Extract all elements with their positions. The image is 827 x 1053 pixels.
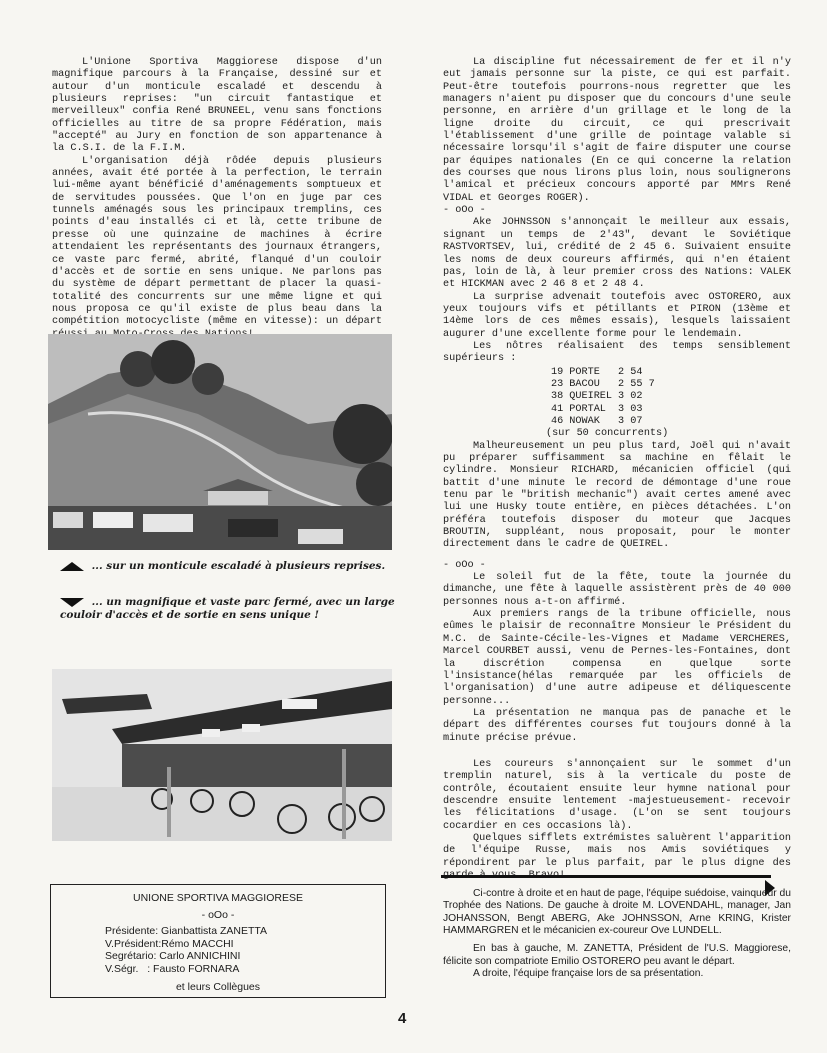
caption-top [60, 560, 400, 573]
rider-name: QUEIREL [569, 391, 613, 403]
rider-number: 23 [551, 378, 564, 390]
right-paragraph-1: La discipline fut nécessairement de fer et il n'y eut jamais personne sur la piste, ce qui est parfait. Peut-être toutefois pourrons-nous regretter que les managers n'aient pu disposer que du concours d'une seule personne, en arrière d'un grillage et le long de la ligne droite du circuit, ce qui prescrivait l'établissement d'une grille de pointage valable si nécessaire lorsqu'il s'agit de faire disputer une course par équipes nationales (En ce qui concerne la relation des courses que nous lirons plus loin, nous soulignerons l'amical et précieux concours apporté par MMrs René VIDAL et Georges ROGER). [443, 57, 791, 204]
right-paragraph-8: La présentation ne manqua pas de panache et le départ des différentes courses fut toujours donné à la minute précise prévue. [443, 707, 791, 744]
rider-number: 38 [551, 391, 564, 403]
rider-time: 3 03 [618, 403, 643, 415]
photo-paddock-illustration [52, 669, 392, 841]
left-paragraph-2: L'organisation déjà rôdée depuis plusieurs années, avait été portée à la perfection, le terrain lui-même ayant bénéficié d'aménagements somptueux et de servitudes poussées. Que l'on en juge par ces tunnels aménagés sous les principaux tremplins, ces points d'eau installés ci et là, cette tribune de presse où une quinzaine de machines à écrire attendaient les représentants des journaux étrangers, ce vaste parc fermé, abrité, flanqué d'un couloir d'accès et de sortie en sens unique. Ne parlons pas du système de départ permettant de placer la quasi-totalité des concurrents sur une même ligne et qui nous proposa ce qu'il existe de plus beau dans la compétition motocycliste (même en vitesse): un départ [52, 155, 382, 328]
rider-name: PORTE [569, 366, 600, 378]
club-vice-president: V.Président:Rémo MACCHI [105, 937, 234, 950]
club-vice-secretary: V.Ségr. : Fausto FORNARA [105, 962, 240, 975]
times-note: (sur 50 concurrents) [546, 428, 669, 440]
arrow-down-icon [60, 598, 84, 607]
table-row [551, 379, 661, 391]
right-paragraph-3: La surprise advenait toutefois avec OSTORERO, aux yeux toujours vifs et pétillants et PIRON (13ème et 14ème lors de ces mêmes essais), lesquels laissaient augurer d'une excellente forme pour le lendemain. [443, 291, 791, 340]
photo-caption-3: A droite, l'équipe française lors de sa présentation. [473, 968, 704, 980]
rider-number: 46 [551, 415, 564, 427]
right-paragraph-7: Aux premiers rangs de la tribune officielle, nous eûmes le plaisir de reconnaître Monsieur le Président du M.C. de Sainte-Cécile-les-Vignes et Madame VERCHERES, Marcel COURBET aussi, venu de Pernes-les-Fontaines, dont la discrétion compensa en quelque sorte l'insistance(hélas remarquée par les officiels de l'organisation) d'une autre adipeuse et déliquescente personne... [443, 609, 791, 707]
right-paragraph-2: Ake JOHNSSON s'annonçait le meilleur aux essais, signant un temps de 2'43", devant le Soviétique RASTVORTSEV, lui, crédité de 2 45 6. Suivaient ensuite les noms de deux coureurs affirmés, qui n'en étaient pas, loin de là, à leur premier cross des Nations: VALEK et HICKMAN avec 2 46 8 et 2 48 4. [443, 217, 791, 291]
right-paragraph-6: Le soleil fut de la fête, toute la journée du dimanche, une fête à laquelle assistèrent près de 40 000 personnes nous a-t-on affirmé. [443, 572, 791, 608]
right-paragraph-5: Malheureusement un peu plus tard, Joël qui n'avait pu préparer suffisamment sa machine en fêlait le cylindre. Monsieur RICHARD, mécanicien officiel (qui battit d'une minute le record de démontage d'une roue tenu par le "british mechanic") avait certes amené avec lui une Husky toute entière, en pièces détachées. L'on préféra toutefois disposer du moteur que Jacques BROUTIN, suppléant, nous proposait, pour le monter directement dans le cadre de QUEIREL. [443, 440, 791, 551]
rider-name: PORTAL [569, 403, 606, 415]
right-paragraph-9: Les coureurs s'annonçaient sur le sommet d'un tremplin naturel, sis à la verticale du poste de contrôle, écoutaient ensuite leur hymne national pour descendre ensuite lentement -majestueusement- recevoir les félicitations d'usage. (L'on se sent toujours cocardier en ces occasions là). [443, 758, 791, 832]
rider-time: 2 54 [618, 366, 643, 378]
photo-caption-2: En bas à gauche, M. ZANETTA, Président de l'U.S. Maggiorese, félicite son compatriote Emilio OSTORERO peu avant le départ. [443, 943, 791, 967]
photo-caption-1: Ci-contre à droite et en haut de page, l'équipe suédoise, vainqueur du Trophée des Nations. De gauche à droite M. LOVENDAHL, manager, Jan JOHANSSON, Bengt ABERG, Ake JOHNSSON, Arne KRING, Krister HAMMARGREN et le mécanicien ex-coureur Ove LUNDELL. [443, 888, 791, 937]
club-officers-box [50, 884, 386, 998]
rider-time: 3 07 [618, 415, 643, 427]
separator-2: - oOo - [443, 559, 486, 571]
rider-name: NOWAK [569, 415, 600, 427]
page-number: 4 [398, 1010, 407, 1027]
table-row [551, 367, 661, 379]
club-separator: - oOo - [201, 908, 235, 921]
right-paragraph-10: Quelques sifflets extrémistes saluèrent l'apparition de l'équipe Russe, mais nos Amis soviétiques y répondirent par le plus parfait, par le plus digne des [443, 832, 791, 869]
rider-name: BACOU [569, 378, 600, 390]
photo-hillside-illustration [48, 334, 392, 550]
rider-time: 2 55 7 [618, 378, 655, 390]
table-row [551, 416, 661, 428]
rider-number: 19 [551, 366, 564, 378]
section-divider [441, 875, 771, 878]
club-president: Présidente: Gianbattista ZANETTA [105, 925, 268, 937]
club-closing: et leurs Collègues [175, 981, 261, 993]
photo-credits-block [443, 888, 791, 980]
separator-1: - oOo - [443, 205, 486, 217]
photo-hillside-circuit [48, 334, 392, 550]
right-paragraph-4: Les nôtres réalisaient des temps sensiblement supérieurs : [443, 340, 791, 365]
caption-top-text: ... sur un monticule escaladé à plusieurs reprises. [91, 560, 386, 572]
table-row [551, 391, 661, 403]
photo-paddock [52, 669, 392, 841]
club-secretary: Segrétario: Carlo ANNICHINI [105, 950, 241, 962]
club-officers-list [105, 925, 385, 975]
rider-time: 3 02 [618, 391, 643, 403]
right-column [443, 57, 791, 882]
caption-bottom [60, 596, 405, 621]
club-name: UNIONE SPORTIVA MAGGIORESE [133, 892, 303, 904]
left-column [52, 57, 382, 341]
practice-times-table [551, 367, 661, 429]
rider-number: 41 [551, 403, 564, 415]
caption-bottom-text: ... un magnifique et vaste parc fermé, avec un large couloir d'accès et de sortie en sens unique ! [60, 596, 395, 621]
arrow-up-icon [60, 562, 84, 571]
left-paragraph-1: L'Unione Sportiva Maggiorese dispose d'un magnifique parcours à la Française, dessiné sur et autour d'un monticule escaladé et descendu à plusieurs reprises: "un circuit fantastique et merveilleux" confia René BRUNEEL, venu sans fonctions officielles au titre de sa propre Fédération, mais "accepté" au Jury en fonction de son appartenance à la C.S.I. de la F.I.M. [52, 57, 382, 155]
table-row [551, 404, 661, 416]
